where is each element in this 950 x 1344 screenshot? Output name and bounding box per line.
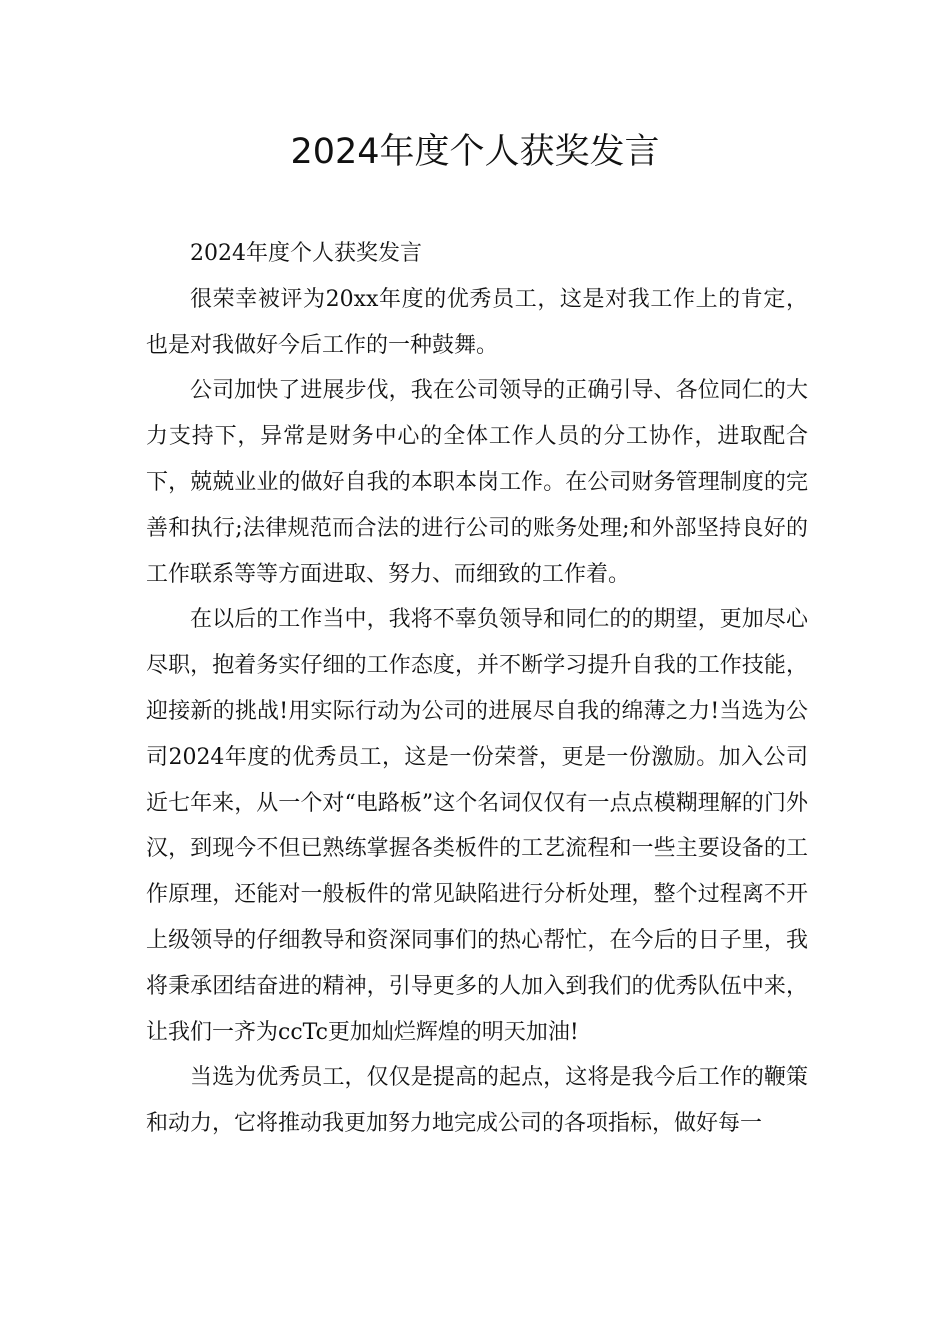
document-body bbox=[146, 231, 808, 1147]
paragraph-future-work: 在以后的工作当中，我将不辜负领导和同仁的的期望，更加尽心尽职，抱着务实仔细的工作态度，并不断学习提升自我的工作技能，迎接新的挑战!用实际行动为公司的进展尽自我的绵薄之力!当选为公司2024年度的优秀员工，这是一份荣誉，更是一份激励。加入公司近七年来，从一个对“电路板”这个名词仅仅有一点点模糊理解的门外汉，到现今不但已熟练掌握各类板件的工艺流程和一些主要设备的工作原理，还能对一般板件的常见缺陷进行分析处理，整个过程离不开上级领导的仔细教导和资深同事们的热心帮忙，在今后的日子里，我将秉承团结奋进的精神，引导更多的人加入到我们的优秀队伍中来，让我们一齐为ccTc更加灿烂辉煌的明天加油! bbox=[146, 607, 808, 1045]
document-title: 2024年度个人获奖发言 bbox=[290, 132, 660, 172]
paragraph-subtitle: 2024年度个人获奖发言 bbox=[190, 241, 422, 266]
paragraph-honor: 很荣幸被评为20xx年度的优秀员工，这是对我工作上的肯定，也是对我做好今后工作的一种鼓舞。 bbox=[146, 286, 808, 358]
paragraph-company-progress: 公司加快了进展步伐，我在公司领导的正确引导、各位同仁的大力支持下，异常是财务中心的全体工作人员的分工协作，进取配合下，兢兢业业的做好自我的本职本岗工作。在公司财务管理制度的完善和执行;法律规范而合法的进行公司的账务处理;和外部坚持良好的工作联系等等方面进取、努力、而细致的工作着。 bbox=[146, 378, 808, 587]
paragraph-starting-point: 当选为优秀员工，仅仅是提高的起点，这将是我今后工作的鞭策和动力，它将推动我更加努力地完成公司的各项指标，做好每一 bbox=[146, 1065, 808, 1137]
